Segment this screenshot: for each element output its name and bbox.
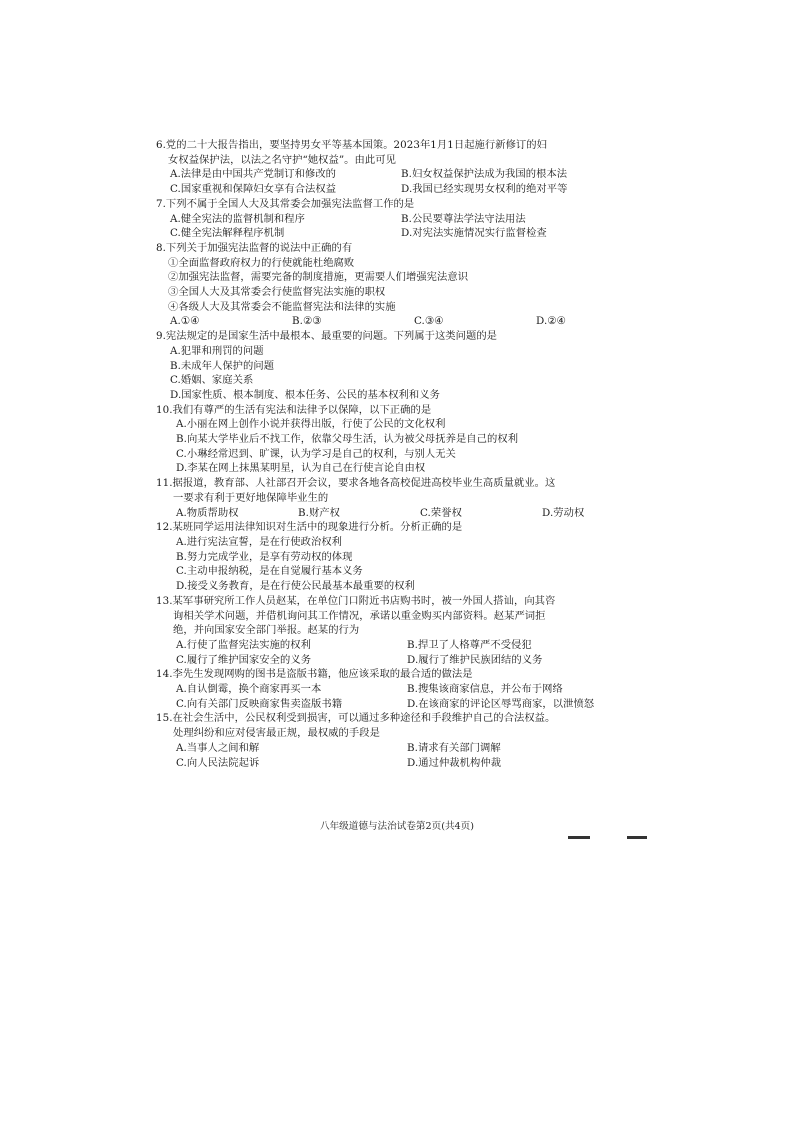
answer-option: A.物质帮助权 bbox=[176, 506, 239, 519]
answer-option: A.犯罪和刑罚的问题 bbox=[170, 344, 264, 357]
question-stem-line: 一要求有利于更好地保障毕业生的 bbox=[173, 491, 329, 504]
answer-option: D.在该商家的评论区辱骂商家，以泄愤怒 bbox=[407, 697, 595, 710]
answer-option: A.法律是由中国共产党制订和修改的 bbox=[170, 168, 337, 181]
answer-option: B.②③ bbox=[292, 315, 322, 328]
question-block bbox=[156, 520, 666, 594]
question-stem-line: 询相关学术问题，并借机询问其工作情况，承诺以重金购买内部资料。赵某严词拒 bbox=[173, 609, 546, 622]
question-block bbox=[156, 476, 666, 520]
answer-option: D.接受义务教育，是在行使公民最基本最重要的权利 bbox=[176, 580, 415, 593]
question-block bbox=[156, 138, 666, 197]
question-stem: 12.某班同学运用法律知识对生活中的现象进行分析。分析正确的是 bbox=[156, 521, 463, 534]
answer-option: B.努力完成学业，是享有劳动权的体现 bbox=[176, 550, 353, 563]
answer-option: B.捍卫了人格尊严不受侵犯 bbox=[407, 638, 532, 651]
options-row bbox=[156, 212, 666, 227]
options-row bbox=[156, 741, 666, 756]
answer-option: C.向人民法院起诉 bbox=[176, 756, 260, 769]
question-stem: 14.李先生发现网购的图书是盗版书籍，他应该采取的最合适的做法是 bbox=[156, 668, 473, 681]
question-block bbox=[156, 241, 666, 329]
exam-page-body bbox=[156, 138, 666, 770]
answer-option: D.通过仲裁机构仲裁 bbox=[407, 756, 502, 769]
question-stem: 8.下列关于加强宪法监督的说法中正确的有 bbox=[156, 241, 353, 254]
answer-option: B.财产权 bbox=[298, 506, 340, 519]
question-stem-line: 处理纠纷和应对侵害最正规，最权威的手段是 bbox=[173, 727, 380, 740]
answer-option: A.健全宪法的监督机制和程序 bbox=[170, 212, 305, 225]
question-block bbox=[156, 329, 666, 403]
question-stem: 10.我们有尊严的生活有宪法和法律予以保障，以下正确的是 bbox=[156, 403, 432, 416]
answer-option: B.未成年人保护的问题 bbox=[170, 359, 275, 372]
answer-option: B.妇女权益保护法成为我国的根本法 bbox=[401, 168, 568, 181]
answer-option: B.公民要尊法学法守法用法 bbox=[401, 212, 526, 225]
scan-artifact-mark bbox=[627, 836, 647, 839]
answer-option: A.进行宪法宣誓，是在行使政治权利 bbox=[176, 535, 343, 548]
question-stem: 9.宪法规定的是国家生活中最根本、最重要的问题。下列属于这类问题的是 bbox=[156, 330, 498, 343]
question-stem: 6.党的二十大报告指出，要坚持男女平等基本国策。2023年1月1日起施行新修订的妇 bbox=[156, 139, 547, 151]
question-block bbox=[156, 667, 666, 711]
answer-option: D.我国已经实现男女权利的绝对平等 bbox=[401, 183, 568, 196]
answer-option: C.小琳经常迟到、旷课，认为学习是自己的权利，与别人无关 bbox=[176, 447, 456, 460]
answer-option: A.①④ bbox=[170, 315, 200, 328]
options-row bbox=[156, 182, 666, 197]
question-block bbox=[156, 197, 666, 241]
answer-option: B.向某大学毕业后不找工作，依靠父母生活，认为被父母抚养是自己的权利 bbox=[176, 433, 519, 446]
page-footer: 八年级道德与法治试卷第2页(共4页) bbox=[319, 821, 474, 832]
options-row bbox=[156, 314, 666, 329]
options-row bbox=[156, 756, 666, 771]
answer-option: C.健全宪法解释程序机制 bbox=[170, 227, 285, 240]
answer-option: C.婚姻、家庭关系 bbox=[170, 374, 254, 387]
answer-option: C.主动申报纳税，是在自觉履行基本义务 bbox=[176, 565, 363, 578]
answer-option: D.对宪法实施情况实行监督检查 bbox=[401, 227, 547, 240]
question-stem: 13.某军事研究所工作人员赵某，在单位门口附近书店购书时，被一外国人搭讪，向其咨 bbox=[156, 594, 556, 607]
answer-option: B.请求有关部门调解 bbox=[407, 741, 501, 754]
answer-option: C.国家重视和保障妇女享有合法权益 bbox=[170, 183, 337, 196]
options-row bbox=[156, 506, 666, 521]
question-stem-line: ④各级人大及其常委会不能监督宪法和法律的实施 bbox=[168, 300, 396, 313]
options-row bbox=[156, 167, 666, 182]
answer-option: A.当事人之间和解 bbox=[176, 741, 260, 754]
answer-option: D.劳动权 bbox=[542, 506, 585, 519]
answer-option: A.行使了监督宪法实施的权利 bbox=[176, 638, 311, 651]
question-stem-line: 绝，并向国家安全部门举报。赵某的行为 bbox=[173, 624, 360, 637]
answer-option: B.搜集该商家信息，并公布于网络 bbox=[407, 683, 563, 696]
answer-option: C.向有关部门反映商家售卖盗版书籍 bbox=[176, 697, 343, 710]
question-stem-line: 女权益保护法，以法之名守护“她权益”。由此可见 bbox=[168, 153, 396, 166]
question-stem: 15.在社会生活中，公民权利受到损害，可以通过多种途径和手段维护自己的合法权益。 bbox=[156, 712, 556, 725]
question-block bbox=[156, 711, 666, 770]
question-block bbox=[156, 403, 666, 477]
answer-option: A.小丽在网上创作小说并获得出版，行使了公民的文化权利 bbox=[176, 418, 446, 431]
answer-option: A.自认倒霉，换个商家再买一本 bbox=[176, 683, 322, 696]
options-row bbox=[156, 682, 666, 697]
options-row bbox=[156, 638, 666, 653]
options-row bbox=[156, 697, 666, 712]
question-stem: 11.据报道，教育部、人社部召开会议，要求各地各高校促进高校毕业生高质量就业。这 bbox=[156, 477, 556, 490]
options-row bbox=[156, 653, 666, 668]
answer-option: C.③④ bbox=[414, 315, 444, 328]
answer-option: C.履行了维护国家安全的义务 bbox=[176, 653, 312, 666]
scan-artifact-mark bbox=[568, 836, 590, 839]
options-row bbox=[156, 226, 666, 241]
question-block bbox=[156, 594, 666, 668]
answer-option: D.履行了维护民族团结的义务 bbox=[407, 653, 543, 666]
answer-option: D.②④ bbox=[536, 315, 566, 328]
answer-option: D.国家性质、根本制度、根本任务、公民的基本权利和义务 bbox=[170, 388, 440, 401]
answer-option: D.李某在网上抹黑某明星，认为自己在行使言论自由权 bbox=[176, 462, 426, 475]
question-stem-line: ①全面监督政府权力的行使就能杜绝腐败 bbox=[168, 256, 355, 269]
question-stem-line: ②加强宪法监督，需要完备的制度措施，更需要人们增强宪法意识 bbox=[168, 271, 469, 284]
question-stem: 7.下列不属于全国人大及其常委会加强宪法监督工作的是 bbox=[156, 197, 415, 210]
question-stem-line: ③全国人大及其常委会行使监督宪法实施的职权 bbox=[168, 286, 386, 299]
answer-option: C.荣誉权 bbox=[420, 506, 462, 519]
